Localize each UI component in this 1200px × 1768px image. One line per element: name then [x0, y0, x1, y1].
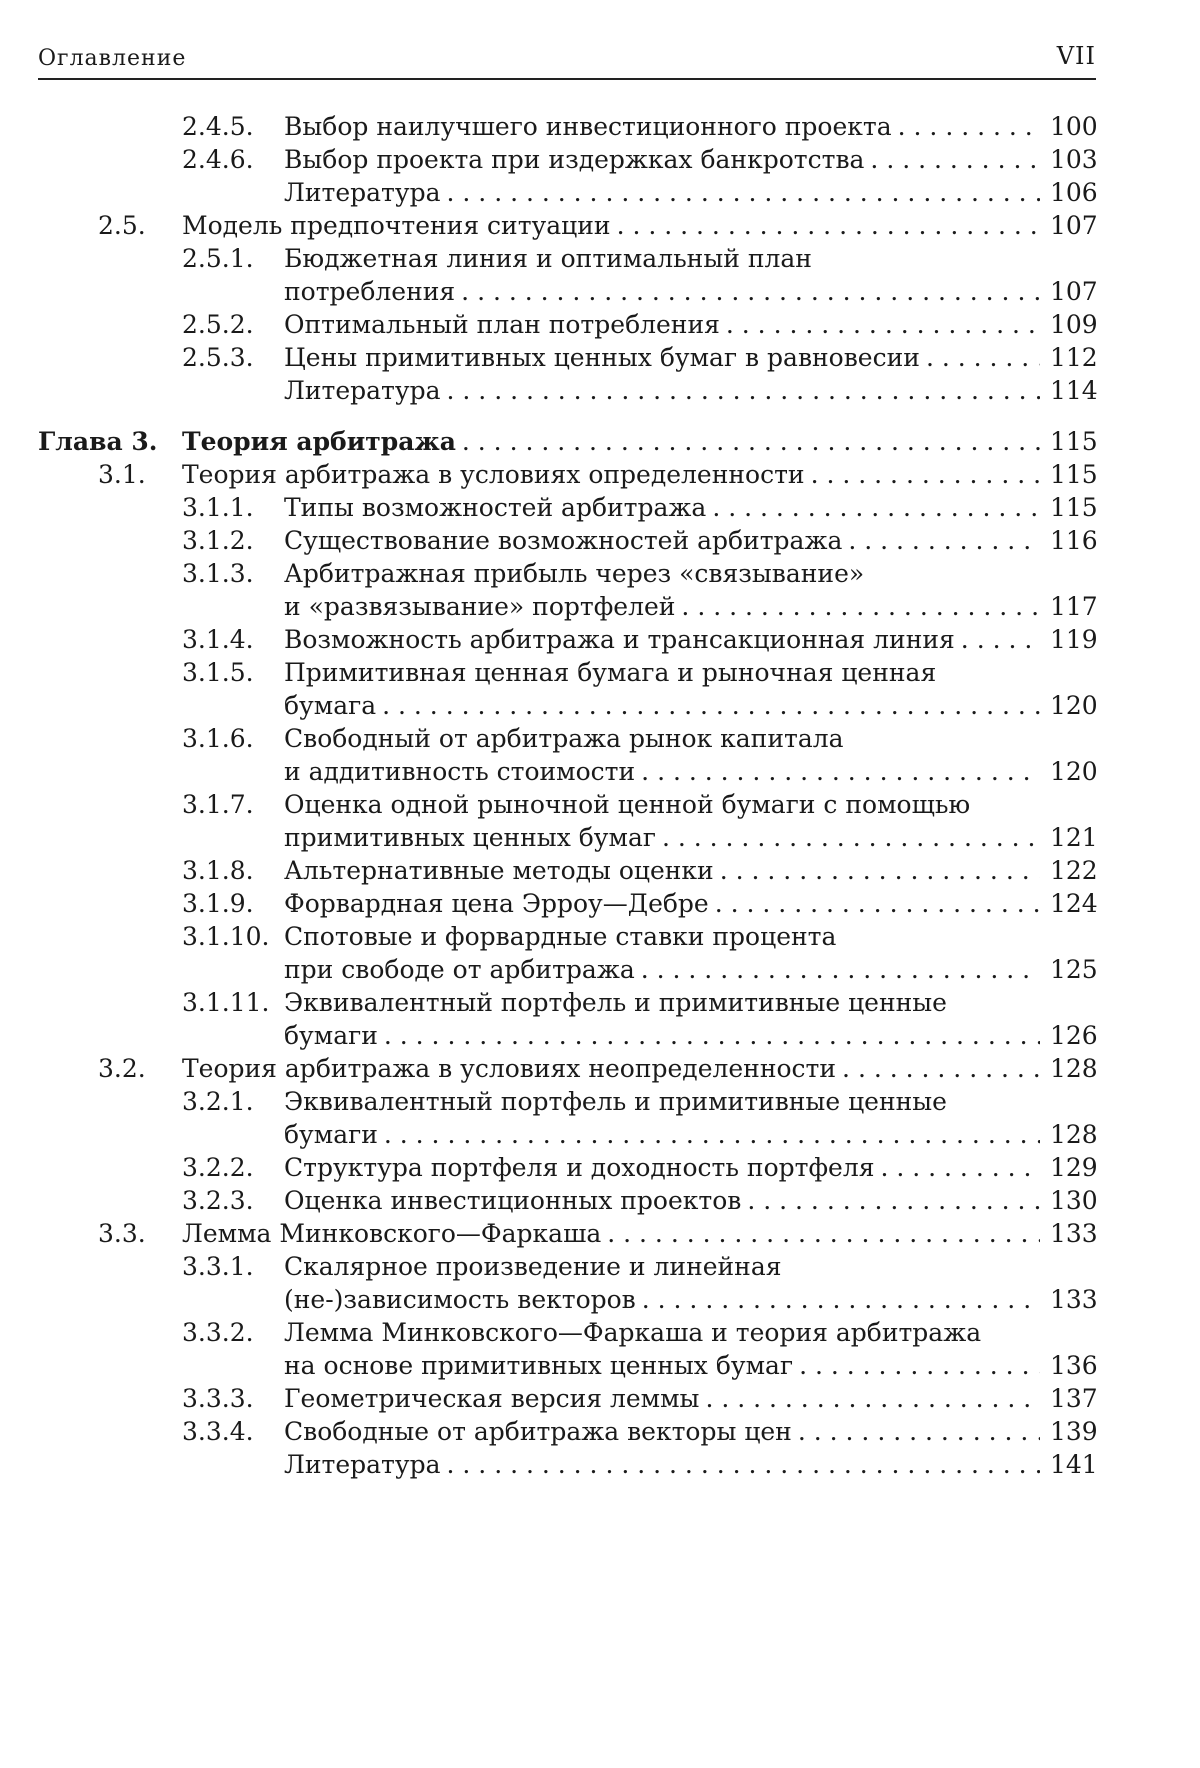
toc-entry-line	[284, 1151, 1098, 1184]
dot-leader	[793, 1349, 1040, 1382]
toc-entry-body	[182, 1052, 1098, 1085]
toc-entry-body	[284, 176, 1098, 209]
toc-entry-page: 133	[1050, 1219, 1098, 1248]
dot-leader	[714, 854, 1040, 887]
toc-entry-page: 106	[1050, 178, 1098, 207]
toc-entry-page: 103	[1050, 145, 1098, 174]
toc-entry-body	[182, 458, 1098, 491]
toc-entry-title: Альтернативные методы оценки	[284, 856, 714, 885]
toc-entry-title: Форвардная цена Эрроу—Дебре	[284, 889, 709, 918]
toc-entry-title: Существование возможностей арбитража	[284, 526, 843, 555]
toc-entry	[0, 1448, 1200, 1481]
toc-entry-line	[284, 524, 1098, 557]
toc-entry	[0, 491, 1200, 524]
toc-entry-body	[284, 341, 1098, 374]
toc-entry-number: 3.1.	[98, 460, 146, 489]
running-header	[38, 40, 1096, 76]
toc-entry	[0, 524, 1200, 557]
toc-entry-number: 3.2.	[98, 1054, 146, 1083]
toc-entry	[0, 176, 1200, 209]
dot-leader	[378, 1019, 1040, 1052]
toc-entry-body	[284, 491, 1098, 524]
toc-entry-body	[284, 1382, 1098, 1415]
toc-entry-page: 115	[1050, 493, 1098, 522]
toc-entry	[0, 623, 1200, 656]
dot-leader	[601, 1217, 1040, 1250]
toc-entry-page: 122	[1050, 856, 1098, 885]
toc-entry-line	[182, 1217, 1098, 1250]
toc-entry-title: Примитивная ценная бумага и рыночная ценная	[284, 658, 937, 687]
toc-entry-number: 3.3.	[98, 1219, 146, 1248]
toc-entry-title: Бюджетная линия и оптимальный план	[284, 244, 812, 273]
toc-entry-title: Свободный от арбитража рынок капитала	[284, 724, 844, 753]
toc-entry	[0, 425, 1200, 458]
toc-entry-body	[284, 722, 1098, 788]
toc-entry-body	[284, 1184, 1098, 1217]
toc-entry-page: 128	[1050, 1054, 1098, 1083]
toc-entry-number: 3.1.10.	[182, 922, 270, 951]
toc-entry-title: примитивных ценных бумаг	[284, 823, 656, 852]
toc-entry-line	[284, 242, 1094, 275]
toc-entry-number: 2.4.5.	[182, 112, 254, 141]
toc-entry-page: 137	[1050, 1384, 1098, 1413]
toc-entry-number: 3.1.11.	[182, 988, 270, 1017]
toc-entry-line	[284, 821, 1098, 854]
toc-entry-line	[284, 341, 1098, 374]
toc-entry-line	[284, 1382, 1098, 1415]
toc-entry-body	[284, 1448, 1098, 1481]
toc-entry-line	[284, 491, 1098, 524]
dot-leader	[874, 1151, 1040, 1184]
toc-entry-title: Возможность арбитража и трансакционная линия	[284, 625, 955, 654]
dot-leader	[656, 821, 1040, 854]
toc-entry-page: 128	[1050, 1120, 1098, 1149]
toc-entry-body	[284, 557, 1098, 623]
toc-entry-line	[284, 1283, 1098, 1316]
toc-entry-body	[284, 308, 1098, 341]
dot-leader	[611, 209, 1040, 242]
toc-entry-title: Типы возможностей арбитража	[284, 493, 707, 522]
dot-leader	[441, 374, 1040, 407]
toc-entry-line	[182, 209, 1098, 242]
dot-leader	[455, 275, 1040, 308]
toc-entry	[0, 209, 1200, 242]
toc-entry	[0, 308, 1200, 341]
toc-entry-body	[284, 1085, 1098, 1151]
toc-entry-number: 3.1.1.	[182, 493, 254, 522]
toc-entry-title: Литература	[284, 178, 441, 207]
toc-entry-title: Скалярное произведение и линейная	[284, 1252, 782, 1281]
toc-entry-number: 3.3.3.	[182, 1384, 254, 1413]
toc-entry-number: 3.3.1.	[182, 1252, 254, 1281]
toc-entry	[0, 887, 1200, 920]
toc-entry-number: 2.4.6.	[182, 145, 254, 174]
toc-entry-number: 3.1.6.	[182, 724, 254, 753]
toc-entry-page: 124	[1050, 889, 1098, 918]
toc-entry-page: 116	[1050, 526, 1098, 555]
toc-entry	[0, 1316, 1200, 1382]
toc-entry-title: бумаги	[284, 1120, 378, 1149]
toc-entry-page: 126	[1050, 1021, 1098, 1050]
toc-entry-title: потребления	[284, 277, 456, 306]
toc-entry-title: Цены примитивных ценных бумаг в равновесии	[284, 343, 920, 372]
toc-entry-body	[284, 110, 1098, 143]
dot-leader	[675, 590, 1040, 623]
toc-entry-page: 141	[1050, 1450, 1098, 1479]
toc-entry-number: 2.5.2.	[182, 310, 254, 339]
page-number: VII	[1056, 42, 1096, 70]
toc-entry-page: 120	[1050, 691, 1098, 720]
toc-entry-line	[284, 590, 1098, 623]
dot-leader	[920, 341, 1040, 374]
toc-entry-number: 3.1.5.	[182, 658, 254, 687]
toc-entry-title: Литература	[284, 376, 441, 405]
dot-leader	[456, 425, 1040, 458]
toc-entry-body	[284, 242, 1098, 308]
toc-entry-title: (не-)зависимость векторов	[284, 1285, 636, 1314]
toc-entry-line	[284, 1415, 1098, 1448]
toc-entry-line	[182, 458, 1098, 491]
toc-entry	[0, 458, 1200, 491]
toc-entry	[0, 1184, 1200, 1217]
toc-entry-body	[284, 1316, 1098, 1382]
toc-entry-number: 3.2.2.	[182, 1153, 254, 1182]
toc-entry-line	[284, 1316, 1094, 1349]
toc-entry-title: бумага	[284, 691, 377, 720]
dot-leader	[441, 176, 1040, 209]
toc-entry	[0, 986, 1200, 1052]
toc-entry-title: Выбор наилучшего инвестиционного проекта	[284, 112, 892, 141]
toc-entry-body	[284, 986, 1098, 1052]
toc-entry-line	[284, 986, 1094, 1019]
dot-leader	[635, 953, 1040, 986]
toc-entry-line	[284, 110, 1098, 143]
toc-entry-line	[284, 143, 1098, 176]
toc-entry-body	[284, 374, 1098, 407]
toc-entry-title: на основе примитивных ценных бумаг	[284, 1351, 794, 1380]
toc-entry-title: Лемма Минковского—Фаркаша и теория арбитража	[284, 1318, 982, 1347]
toc-entry-line	[284, 1250, 1094, 1283]
toc-entry	[0, 341, 1200, 374]
toc-entry	[0, 1217, 1200, 1250]
toc-entry-line	[284, 1349, 1098, 1382]
dot-leader	[635, 755, 1040, 788]
toc-entry-title: Оценка инвестиционных проектов	[284, 1186, 742, 1215]
toc-entry-body	[284, 854, 1098, 887]
toc-entry-page: 100	[1050, 112, 1098, 141]
toc-entry	[0, 242, 1200, 308]
toc-entry-line	[284, 722, 1094, 755]
toc-entry-title: Модель предпочтения ситуации	[182, 211, 611, 240]
toc-entry-title: и аддитивность стоимости	[284, 757, 636, 786]
toc-entry	[0, 854, 1200, 887]
toc-entry-title: Эквивалентный портфель и примитивные ценные	[284, 1087, 947, 1116]
toc-entry-line	[284, 176, 1098, 209]
toc-entry	[0, 1151, 1200, 1184]
toc-entry-line	[284, 920, 1094, 953]
toc-entry-number: 2.5.3.	[182, 343, 254, 372]
toc-entry-line	[284, 1019, 1098, 1052]
toc-entry-title: бумаги	[284, 1021, 378, 1050]
toc-entry	[0, 920, 1200, 986]
toc-entry-line	[284, 275, 1098, 308]
toc-entry-title: Теория арбитража в условиях определенности	[182, 460, 805, 489]
toc-entry-number: 3.1.7.	[182, 790, 254, 819]
toc-entry-number: 2.5.	[98, 211, 146, 240]
toc-entry-title: Структура портфеля и доходность портфеля	[284, 1153, 875, 1182]
toc-entry-line	[284, 308, 1098, 341]
dot-leader	[892, 110, 1040, 143]
dot-leader	[864, 143, 1040, 176]
dot-leader	[709, 887, 1040, 920]
dot-leader	[955, 623, 1040, 656]
dot-leader	[636, 1283, 1040, 1316]
toc-entry-page: 107	[1050, 211, 1098, 240]
toc-entry-body	[284, 920, 1098, 986]
toc-entry-body	[284, 1415, 1098, 1448]
toc-entry-line	[284, 557, 1094, 590]
dot-leader	[741, 1184, 1040, 1217]
toc-entry-title: Оптимальный план потребления	[284, 310, 720, 339]
toc-entry-number: 3.1.2.	[182, 526, 254, 555]
toc-entry-page: 117	[1050, 592, 1098, 621]
toc-entry-number: 3.1.3.	[182, 559, 254, 588]
toc-entry-page: 115	[1050, 460, 1098, 489]
toc-entry-body	[284, 524, 1098, 557]
toc-entry	[0, 110, 1200, 143]
toc-entry-number: 3.1.8.	[182, 856, 254, 885]
toc-entry	[0, 722, 1200, 788]
toc-entry-title: Теория арбитража в условиях неопределенности	[182, 1054, 837, 1083]
toc-entry-title: Геометрическая версия леммы	[284, 1384, 700, 1413]
dot-leader	[836, 1052, 1040, 1085]
toc-entry	[0, 1415, 1200, 1448]
toc-entry-line	[284, 623, 1098, 656]
toc-entry-page: 112	[1050, 343, 1098, 372]
dot-leader	[441, 1448, 1040, 1481]
toc-entry-number: 3.3.4.	[182, 1417, 254, 1446]
toc-entry-title: Лемма Минковского—Фаркаша	[182, 1219, 602, 1248]
toc-entry	[0, 374, 1200, 407]
toc-entry	[0, 143, 1200, 176]
toc-entry-page: 120	[1050, 757, 1098, 786]
toc-entry-line	[284, 788, 1094, 821]
toc-entry-title: Выбор проекта при издержках банкротства	[284, 145, 865, 174]
toc-entry-title: Теория арбитража	[182, 427, 456, 456]
toc-entry-title: Спотовые и форвардные ставки процента	[284, 922, 837, 951]
toc-entry-line	[182, 1052, 1098, 1085]
toc-entry-body	[284, 656, 1098, 722]
toc-entry-line	[182, 425, 1098, 458]
toc-entry	[0, 1250, 1200, 1316]
toc-entry-page: 130	[1050, 1186, 1098, 1215]
toc-entry	[0, 788, 1200, 854]
toc-entry-page: 136	[1050, 1351, 1098, 1380]
toc-entry-line	[284, 374, 1098, 407]
toc-entry-line	[284, 689, 1098, 722]
toc-entry-title: при свободе от арбитража	[284, 955, 635, 984]
toc-entry-page: 139	[1050, 1417, 1098, 1446]
toc-entry-page: 129	[1050, 1153, 1098, 1182]
toc-entry-line	[284, 1184, 1098, 1217]
toc-entry	[0, 1085, 1200, 1151]
toc-entry-number: 3.1.4.	[182, 625, 254, 654]
toc-entry-line	[284, 1118, 1098, 1151]
toc-entry-page: 115	[1050, 427, 1098, 456]
dot-leader	[376, 689, 1040, 722]
toc-entry-body	[182, 425, 1098, 458]
header-rule	[38, 78, 1096, 80]
toc-entry-title: и «развязывание» портфелей	[284, 592, 676, 621]
toc-entry-body	[284, 143, 1098, 176]
toc-entry	[0, 1382, 1200, 1415]
toc-entry-number: Глава 3.	[38, 427, 158, 456]
toc-entry-page: 109	[1050, 310, 1098, 339]
toc-entry-body	[284, 1151, 1098, 1184]
running-header-title: Оглавление	[38, 46, 187, 71]
toc-entry-page: 125	[1050, 955, 1098, 984]
toc-entry-page: 119	[1050, 625, 1098, 654]
toc-entry	[0, 557, 1200, 623]
toc-entry-line	[284, 1448, 1098, 1481]
dot-leader	[842, 524, 1040, 557]
toc-entry-body	[284, 887, 1098, 920]
toc-entry-title: Свободные от арбитража векторы цен	[284, 1417, 792, 1446]
toc-entry-page: 121	[1050, 823, 1098, 852]
toc-entry-number: 3.2.1.	[182, 1087, 254, 1116]
toc-entry-number: 3.3.2.	[182, 1318, 254, 1347]
toc-entry-body	[182, 209, 1098, 242]
toc-entry-body	[284, 623, 1098, 656]
dot-leader	[699, 1382, 1040, 1415]
toc-entry-body	[182, 1217, 1098, 1250]
toc-entry-title: Эквивалентный портфель и примитивные ценные	[284, 988, 947, 1017]
dot-leader	[378, 1118, 1040, 1151]
toc-entry-title: Литература	[284, 1450, 441, 1479]
toc-entry-line	[284, 1085, 1094, 1118]
toc-entry	[0, 1052, 1200, 1085]
toc-entry-line	[284, 953, 1098, 986]
toc-entry-number: 2.5.1.	[182, 244, 254, 273]
toc-entry-body	[284, 788, 1098, 854]
toc-entry-title: Арбитражная прибыль через «связывание»	[284, 559, 865, 588]
toc-entry-page: 114	[1050, 376, 1098, 405]
dot-leader	[792, 1415, 1040, 1448]
toc-entry-line	[284, 854, 1098, 887]
toc-entry-title: Оценка одной рыночной ценной бумаги с помощью	[284, 790, 971, 819]
toc-entry-line	[284, 656, 1094, 689]
dot-leader	[805, 458, 1040, 491]
toc-entry-number: 3.2.3.	[182, 1186, 254, 1215]
toc-entry-number: 3.1.9.	[182, 889, 254, 918]
toc-entry-line	[284, 887, 1098, 920]
toc-entry-page: 107	[1050, 277, 1098, 306]
toc-entry-body	[284, 1250, 1098, 1316]
toc-entry	[0, 656, 1200, 722]
dot-leader	[720, 308, 1040, 341]
toc-entry-line	[284, 755, 1098, 788]
toc-entry-page: 133	[1050, 1285, 1098, 1314]
dot-leader	[706, 491, 1040, 524]
